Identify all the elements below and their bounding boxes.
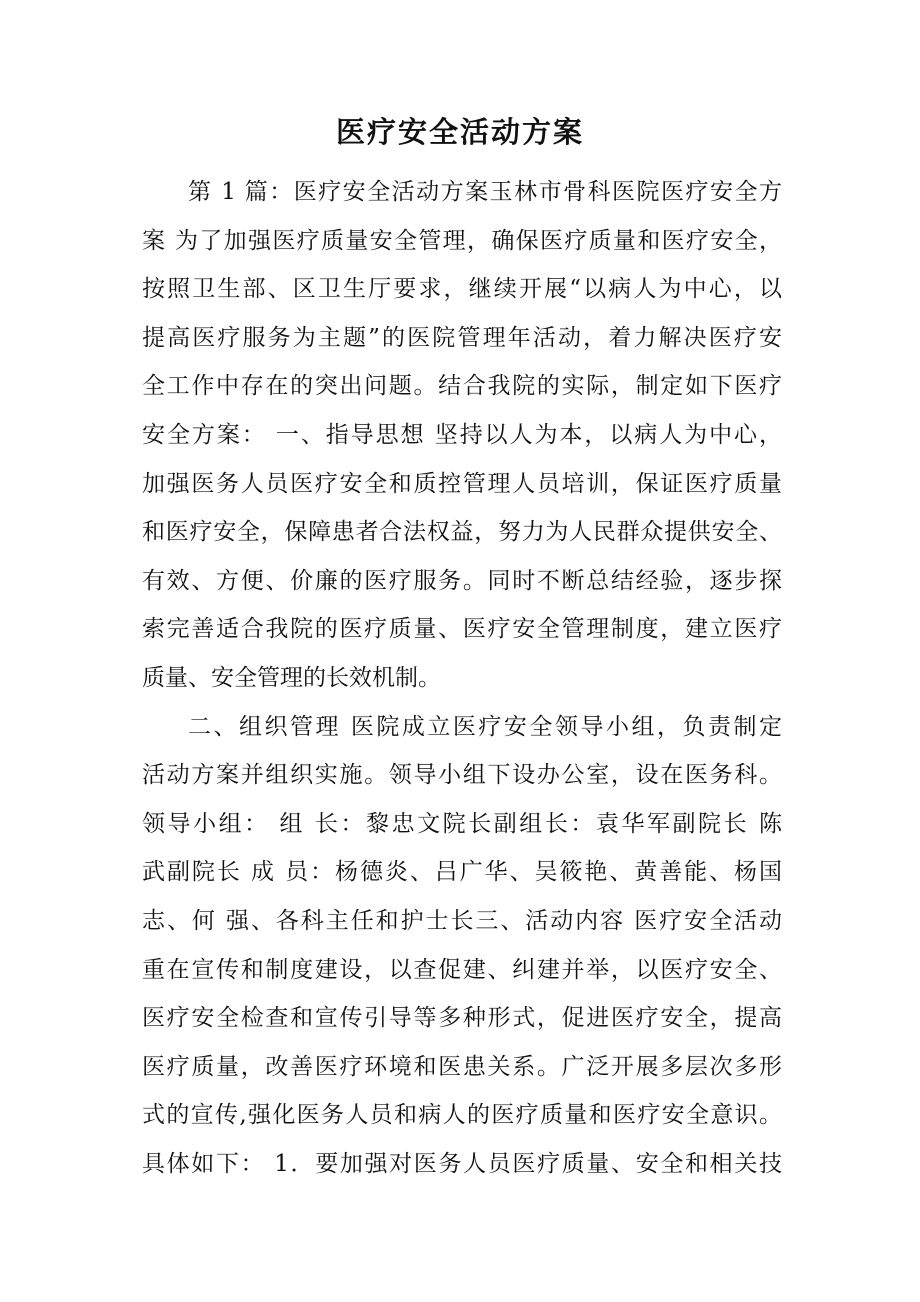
paragraph-line: 二、组织管理 医院成立医疗安全领导小组，负责制定 — [188, 713, 782, 740]
paragraph-line: 索完善适合我院的医疗质量、医疗安全管理制度，建立医疗 — [142, 616, 782, 643]
paragraph-line: 领导小组： 组 长：黎忠文院长副组长：袁华军副院长 陈 — [142, 810, 782, 837]
paragraph-line: 医疗质量，改善医疗环境和医患关系。广泛开展多层次多形 — [142, 1053, 782, 1080]
paragraph-line: 第 1 篇：医疗安全活动方案玉林市骨科医院医疗安全方 — [188, 179, 782, 205]
paragraph-line: 有效、方便、价廉的医疗服务。同时不断总结经验，逐步探 — [142, 567, 782, 594]
paragraph-line: 和医疗安全，保障患者合法权益，努力为人民群众提供安全、 — [142, 519, 782, 546]
paragraph-line: 医疗安全检查和宣传引导等多种形式，促进医疗安全，提高 — [142, 1005, 782, 1032]
paragraph-line: 志、何 强、各科主任和护士长三、活动内容 医疗安全活动 — [142, 907, 782, 934]
paragraph-line: 武副院长 成 员：杨德炎、吕广华、吴筱艳、黄善能、杨国 — [142, 859, 782, 886]
paragraph-line: 活动方案并组织实施。领导小组下设办公室，设在医务科。 — [142, 762, 782, 789]
paragraph-line: 按照卫生部、区卫生厅要求，继续开展“以病人为中心，以 — [142, 276, 782, 303]
document-title: 医疗安全活动方案 — [335, 115, 584, 149]
paragraph-line: 重在宣传和制度建设，以查促建、纠建并举，以医疗安全、 — [142, 956, 782, 983]
paragraph-line: 提高医疗服务为主题”的医院管理年活动，着力解决医疗安 — [142, 324, 782, 351]
paragraph-line: 具体如下： 1．要加强对医务人员医疗质量、安全和相关技 — [142, 1150, 782, 1177]
document-body — [142, 172, 782, 1192]
paragraph-2 — [142, 707, 782, 1193]
paragraph-line: 全工作中存在的突出问题。结合我院的实际，制定如下医疗 — [142, 373, 782, 400]
paragraph-line: 案 为了加强医疗质量安全管理，确保医疗质量和医疗安全， — [142, 227, 782, 254]
paragraph-line: 安全方案： 一、指导思想 坚持以人为本，以病人为中心， — [142, 421, 782, 448]
paragraph-1 — [142, 172, 782, 707]
paragraph-line: 质量、安全管理的长效机制。 — [142, 664, 441, 691]
paragraph-line: 式的宣传,强化医务人员和病人的医疗质量和医疗安全意识。 — [142, 1102, 782, 1129]
paragraph-line: 加强医务人员医疗安全和质控管理人员培训，保证医疗质量 — [142, 470, 782, 497]
